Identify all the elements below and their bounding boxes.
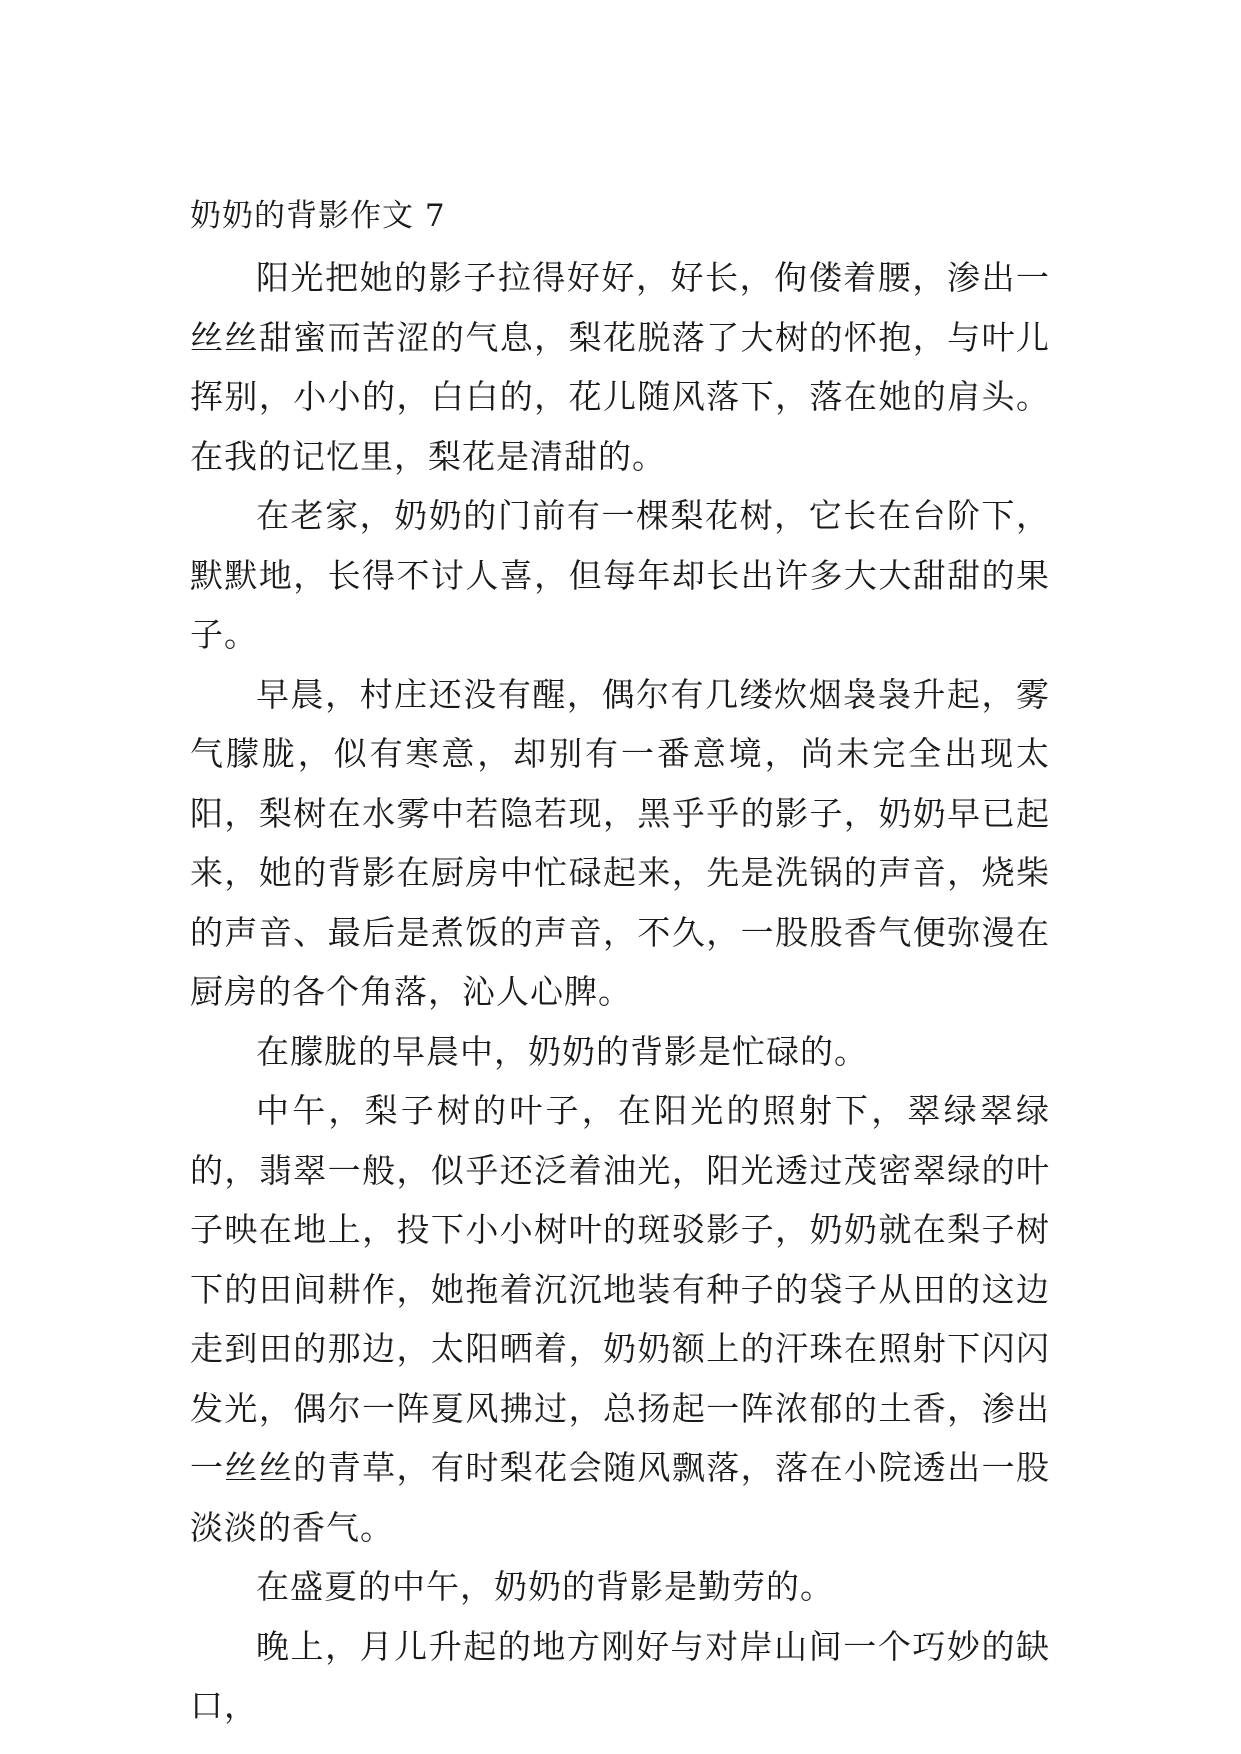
paragraph-5: 中午，梨子树的叶子，在阳光的照射下，翠绿翠绿的，翡翠一般，似乎还泛着油光，阳光透过茂密翠绿的叶子映在地上，投下小小树叶的斑驳影子，奶奶就在梨子树下的田间耕作，她拖着沉沉地装有种子的袋子从田的这边走到田的那边，太阳晒着，奶奶额上的汗珠在照射下闪闪发光，偶尔一阵夏风拂过，总扬起一阵浓郁的土香，渗出一丝丝的青草，有时梨花会随风飘落，落在小院透出一股淡淡的香气。 — [190, 1091, 1050, 1547]
paragraph-4: 在朦胧的早晨中，奶奶的背影是忙碌的。 — [256, 1031, 868, 1071]
paragraph-7: 晚上，月儿升起的地方刚好与对岸山间一个巧妙的缺口， — [190, 1626, 1050, 1725]
paragraph-1: 阳光把她的影子拉得好好，好长，佝偻着腰，渗出一丝丝甜蜜而苦涩的气息，梨花脱落了大树的怀抱，与叶儿挥别，小小的，白白的，花儿随风落下，落在她的肩头。在我的记忆里，梨花是清甜的。 — [190, 258, 1050, 476]
paragraph-6: 在盛夏的中午，奶奶的背影是勤劳的。 — [256, 1567, 834, 1606]
document-title: 奶奶的背影作文 7 — [190, 198, 446, 234]
document-body — [190, 190, 1050, 1736]
paragraph-3: 早晨，村庄还没有醒，偶尔有几缕炊烟袅袅升起，雾气朦胧，似有寒意，却别有一番意境，尚未完全出现太阳，梨树在水雾中若隐若现，黑乎乎的影子，奶奶早已起来，她的背影在厨房中忙碌起来，先是洗锅的声音，烧柴的声音、最后是煮饭的声音，不久，一股股香气便弥漫在厨房的各个角落，沁人心脾。 — [190, 674, 1050, 1011]
paragraph-2: 在老家，奶奶的门前有一棵梨花树，它长在台阶下，默默地，长得不讨人喜，但每年却长出许多大大甜甜的果子。 — [190, 496, 1050, 654]
